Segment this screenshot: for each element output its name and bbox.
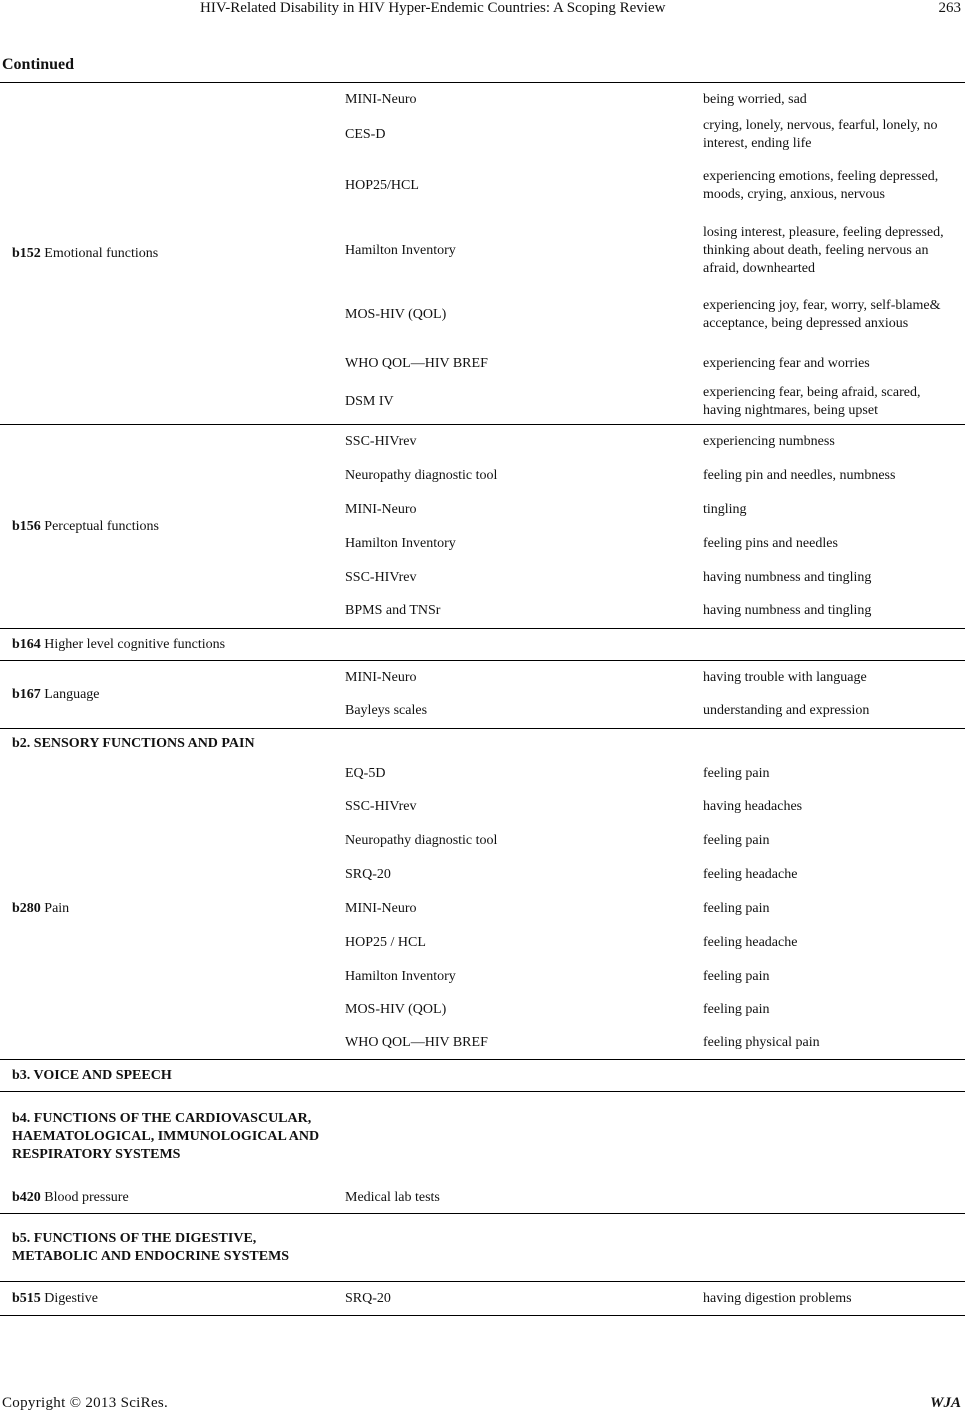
description-cell: having digestion problems	[703, 1282, 965, 1316]
description-cell: understanding and expression	[703, 703, 870, 719]
description-cell: feeling pain	[703, 968, 770, 984]
description-cell: being worried, sad	[703, 83, 965, 117]
tool-cell: WHO QOL—HIV BREF	[345, 1034, 488, 1050]
description-cell: feeling pain	[703, 766, 770, 781]
description-cell	[703, 629, 965, 661]
icf-category-cell	[0, 1282, 345, 1316]
description-cell: tingling	[703, 501, 747, 517]
footer	[2, 1395, 963, 1415]
description-cell: experiencing numbness	[703, 425, 965, 459]
tool-cell: Hamilton Inventory	[345, 242, 456, 258]
empty-cell	[703, 1214, 965, 1282]
tool-cell: SSC-HIVrev	[345, 569, 417, 585]
tool-cell: Hamilton Inventory	[345, 535, 456, 551]
icf-category-cell	[0, 629, 345, 661]
tool-cell: Neuropathy diagnostic tool	[345, 832, 498, 848]
tool-cell: SRQ-20	[345, 1282, 703, 1316]
description-cell: feeling headache	[703, 934, 798, 950]
table-row	[0, 1183, 965, 1214]
table-row	[0, 1282, 965, 1316]
description-cell: having numbness and tingling	[703, 603, 872, 619]
tool-cell	[345, 629, 703, 661]
tool-cell: MOS-HIV (QOL)	[345, 1002, 447, 1017]
section-heading: b4. FUNCTIONS OF THE CARDIOVASCULAR, HAEMATOLOGICAL, IMMUNOLOGICAL AND RESPIRATORY SYSTEMS	[0, 1092, 345, 1183]
icf-label: Pain	[44, 900, 70, 916]
tool-cell: Bayleys scales	[345, 703, 428, 719]
journal-abbrev: WJA	[930, 1395, 961, 1411]
description-cell: having headaches	[703, 798, 803, 814]
icf-category-cell	[0, 759, 345, 1060]
icf-code: b420	[12, 1189, 41, 1205]
tool-cell: SSC-HIVrev	[345, 798, 417, 814]
description-cell: having trouble with language	[703, 661, 965, 695]
icf-label: Language	[44, 686, 100, 702]
icf-category-cell	[0, 661, 345, 729]
icf-category-cell	[0, 83, 345, 425]
icf-code: b156	[12, 518, 41, 534]
tool-cell: Neuropathy diagnostic tool	[345, 467, 498, 483]
tool-cell: Medical lab tests	[345, 1189, 440, 1205]
icf-code: b164	[12, 636, 41, 652]
description-cell: having numbness and tingling	[703, 569, 872, 585]
tool-cell: CES-D	[345, 126, 386, 142]
tool-cell: HOP25 / HCL	[345, 934, 426, 950]
tool-cell: MINI-Neuro	[345, 661, 703, 695]
description-cell: experiencing emotions, feeling depressed, moods, crying, anxious, nervous	[703, 168, 939, 202]
tool-cell: MINI-Neuro	[345, 83, 703, 117]
empty-cell	[345, 729, 703, 759]
section-heading-row	[0, 1060, 965, 1092]
description-cell: feeling pins and needles	[703, 535, 838, 551]
section-heading: b2. SENSORY FUNCTIONS AND PAIN	[0, 729, 345, 759]
icf-label: Higher level cognitive functions	[44, 636, 226, 652]
table-row	[0, 661, 965, 695]
description-cell: losing interest, pleasure, feeling depressed, thinking about death, feeling nervous an afraid, downhearted	[703, 224, 944, 276]
empty-cell	[345, 1214, 703, 1282]
table-row	[0, 83, 965, 117]
section-heading-row	[0, 1092, 965, 1183]
empty-cell	[703, 1060, 965, 1092]
tool-cell: MINI-Neuro	[345, 900, 417, 916]
section-heading: b5. FUNCTIONS OF THE DIGESTIVE, METABOLIC AND ENDOCRINE SYSTEMS	[0, 1214, 345, 1282]
page-number: 263	[938, 0, 961, 16]
continued-label: Continued	[2, 56, 75, 73]
description-cell: feeling pain	[703, 900, 770, 916]
tool-cell: DSM IV	[345, 394, 394, 410]
icf-label: Blood pressure	[44, 1189, 129, 1205]
copyright-text: Copyright © 2013 SciRes.	[2, 1395, 169, 1411]
section-heading-row	[0, 1214, 965, 1282]
icf-category-cell	[0, 1183, 345, 1214]
icf-code: b152	[12, 245, 41, 261]
description-cell: crying, lonely, nervous, fearful, lonely, no interest, ending life	[703, 117, 938, 151]
tool-cell: WHO QOL—HIV BREF	[345, 355, 488, 371]
description-cell: feeling pin and needles, numbness	[703, 467, 896, 483]
empty-cell	[703, 729, 965, 759]
empty-cell	[345, 1092, 703, 1183]
tool-cell: Hamilton Inventory	[345, 968, 456, 984]
empty-cell	[345, 1060, 703, 1092]
tool-cell: MINI-Neuro	[345, 501, 417, 517]
icf-label: Perceptual functions	[44, 518, 159, 534]
running-title: HIV-Related Disability in HIV Hyper-Endemic Countries: A Scoping Review	[200, 0, 666, 16]
description-cell: feeling physical pain	[703, 1034, 820, 1050]
tool-cell: EQ-5D	[345, 766, 386, 781]
table-row	[0, 759, 965, 790]
table-row	[0, 425, 965, 459]
icf-code: b167	[12, 686, 41, 702]
section-heading-row	[0, 729, 965, 759]
icf-label: Emotional functions	[44, 245, 159, 261]
description-cell: feeling pain	[703, 1002, 770, 1017]
section-heading: b3. VOICE AND SPEECH	[0, 1060, 345, 1092]
description-cell: experiencing joy, fear, worry, self-blame& acceptance, being depressed anxious	[703, 297, 941, 331]
tool-cell: SSC-HIVrev	[345, 425, 703, 459]
table-row	[0, 629, 965, 661]
icf-table	[0, 82, 965, 1316]
description-cell: experiencing fear, being afraid, scared, having nightmares, being upset	[703, 385, 921, 419]
description-cell: feeling pain	[703, 832, 770, 848]
tool-cell: MOS-HIV (QOL)	[345, 306, 447, 322]
tool-cell: BPMS and TNSr	[345, 603, 441, 619]
description-cell	[703, 1183, 965, 1214]
tool-cell: SRQ-20	[345, 866, 391, 882]
empty-cell	[703, 1092, 965, 1183]
icf-label: Digestive	[44, 1290, 98, 1306]
tool-cell: HOP25/HCL	[345, 177, 419, 193]
icf-category-cell	[0, 425, 345, 629]
description-cell: experiencing fear and worries	[703, 355, 870, 371]
running-head	[0, 0, 965, 22]
description-cell: feeling headache	[703, 866, 798, 882]
icf-code: b280	[12, 900, 41, 916]
icf-code: b515	[12, 1290, 41, 1306]
